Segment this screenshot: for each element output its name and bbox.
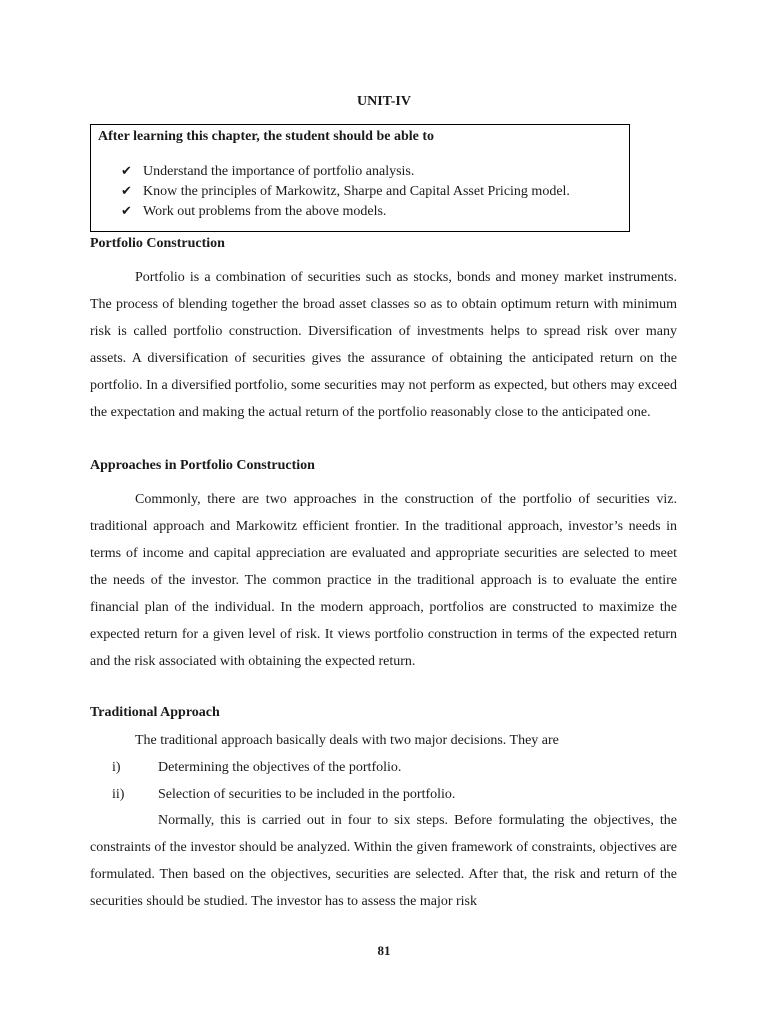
objectives-intro: After learning this chapter, the student should be able to bbox=[98, 129, 435, 144]
heading-approaches: Approaches in Portfolio Construction bbox=[90, 458, 315, 473]
traditional-intro: The traditional approach basically deals with two major decisions. They are bbox=[135, 733, 559, 748]
paragraph-traditional bbox=[90, 807, 677, 915]
list-text: Determining the objectives of the portfolio. bbox=[158, 760, 402, 775]
objective-item bbox=[121, 162, 570, 182]
list-item bbox=[112, 787, 455, 803]
objective-text: Work out problems from the above models. bbox=[143, 204, 387, 219]
unit-title: UNIT-IV bbox=[357, 94, 411, 109]
objective-item bbox=[121, 182, 570, 202]
list-text: Selection of securities to be included in the portfolio. bbox=[158, 787, 456, 802]
list-number: ii) bbox=[112, 787, 125, 802]
checkmark-icon: ✔ bbox=[121, 164, 132, 179]
paragraph-portfolio-construction bbox=[90, 264, 677, 426]
paragraph-text: Commonly, there are two approaches in the construction of the portfolio of securities viz. traditional approach and Markowitz efficient frontier. In the traditional approach, investor’s needs in terms of income and capital appreciation are evaluated and appropriate securities are selected to meet the needs of the investor. The common practice in the traditional approach is to evaluate the entire financial plan of the individual. In the modern approach, portfolios are constructed to maximize the expected return for a given level of risk. It views portfolio construction in terms of the expected return and the risk associated with obtaining the expected return. bbox=[90, 492, 677, 669]
objective-text: Understand the importance of portfolio analysis. bbox=[143, 164, 415, 179]
page-number: 81 bbox=[377, 943, 391, 958]
paragraph-text: Normally, this is carried out in four to six steps. Before formulating the objectives, the constraints of the investor should be analyzed. Within the given framework of constraints, objectives are formulated. Then based on the objectives, securities are selected. After that, the risk and return of the securities should be studied. The investor has to assess the major risk bbox=[90, 813, 677, 909]
list-number: i) bbox=[112, 760, 121, 775]
heading-portfolio-construction: Portfolio Construction bbox=[90, 236, 225, 251]
paragraph-text: Portfolio is a combination of securities such as stocks, bonds and money market instruments. The process of blending together the broad asset classes so as to obtain optimum return with minimum risk is called portfolio construction. Diversification of investments helps to spread risk over many assets. A diversification of securities gives the assurance of obtaining the anticipated return on the portfolio. In a diversified portfolio, some securities may not perform as expected, but others may exceed the expectation and making the actual return of the portfolio reasonably close to the anticipated one. bbox=[90, 270, 677, 420]
objective-item bbox=[121, 202, 570, 222]
learning-objectives-box bbox=[90, 124, 630, 232]
checkmark-icon: ✔ bbox=[121, 204, 132, 219]
list-item bbox=[112, 760, 401, 776]
checkmark-icon: ✔ bbox=[121, 184, 132, 199]
objectives-list bbox=[121, 162, 570, 222]
objective-text: Know the principles of Markowitz, Sharpe and Capital Asset Pricing model. bbox=[143, 184, 570, 199]
heading-traditional-approach: Traditional Approach bbox=[90, 705, 220, 720]
paragraph-approaches bbox=[90, 486, 677, 675]
